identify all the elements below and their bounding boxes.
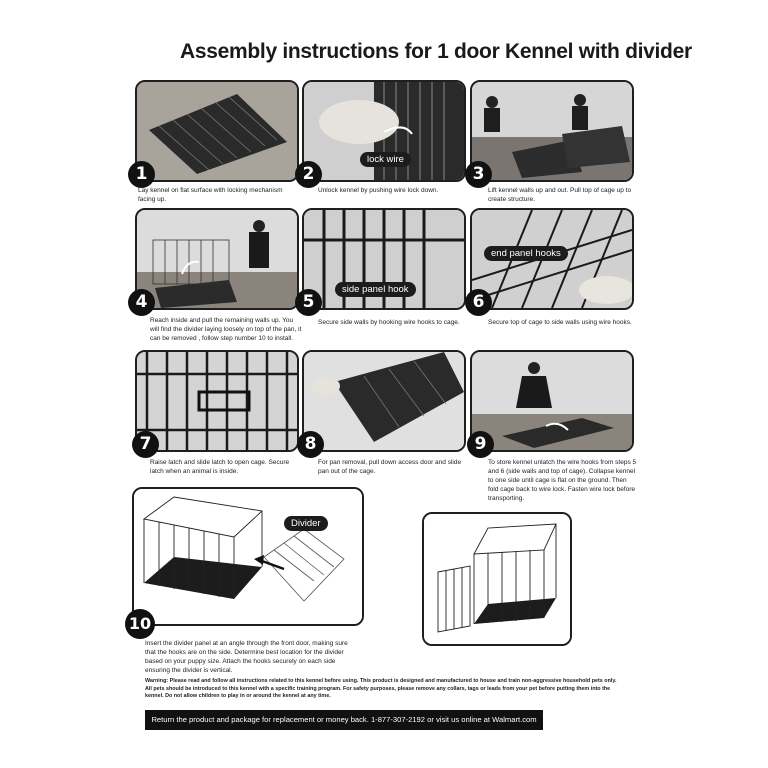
step-7-photo <box>135 350 299 452</box>
step-9-caption: To store kennel unlatch the wire hooks from steps 5 and 6 (side walls and top of cage). Collapse kennel to one side until cage is flat on the ground. Then fold cage back to wire lock. Fasten wire lock before transporting. <box>488 459 637 502</box>
step-6-number: 6 <box>465 289 492 316</box>
warning-text: Warning: Please read and follow all instructions related to this kennel before using. This product is designed and manufactured to house and train non-aggressive household pets only. All pets should be introduced to this kennel with a specific training program. For safety purposes, please remove any collars, tags or leads from your pet before putting them into the kennel. Do not allow children to play in or around the kennel at any time. <box>145 678 617 700</box>
step-3-photo <box>470 80 634 182</box>
lock-wire-label: lock wire <box>360 152 411 167</box>
end-panel-hooks-label: end panel hooks <box>484 246 568 261</box>
step-5-caption: Secure side walls by hooking wire hooks to cage. <box>318 319 460 326</box>
assembled-kennel-photo <box>422 512 572 646</box>
step-8-caption: For pan removal, pull down access door and slide pan out of the cage. <box>318 459 462 475</box>
step-1-photo <box>135 80 299 182</box>
divider-label: Divider <box>284 516 328 531</box>
return-policy-banner: Return the product and package for replacement or money back. 1-877-307-2192 or visit us online at Walmart.com <box>145 710 543 730</box>
step-3-caption: Lift kennel walls up and out. Pull top of cage up to create structure. <box>488 187 632 203</box>
step-1-number: 1 <box>128 161 155 188</box>
step-4-number: 4 <box>128 289 155 316</box>
step-4-caption: Reach inside and pull the remaining walls up. You will find the divider laying loosely on top of the pan, it can be removed , follow step number 10 to install. <box>150 317 302 342</box>
step-10-caption: Insert the divider panel at an angle through the front door, making sure that the hooks are on the side. Determine best location for the divider based on your puppy size. Attach the hooks securely on each side ensuring the divider is vertical. <box>145 640 348 674</box>
step-1-caption: Lay kennel on flat surface with locking mechanism facing up. <box>138 187 283 203</box>
step-2-number: 2 <box>295 161 322 188</box>
step-9-photo <box>470 350 634 452</box>
step-2-caption: Unlock kennel by pushing wire lock down. <box>318 187 439 194</box>
step-10-photo <box>132 487 364 626</box>
step-5-number: 5 <box>295 289 322 316</box>
step-4-photo <box>135 208 299 310</box>
page-title: Assembly instructions for 1 door Kennel with divider <box>180 40 692 63</box>
step-6-caption: Secure top of cage to side walls using wire hooks. <box>488 319 632 326</box>
step-3-number: 3 <box>465 161 492 188</box>
step-7-number: 7 <box>132 431 159 458</box>
step-7-caption: Raise latch and slide latch to open cage. Secure latch when an animal is inside. <box>150 459 290 475</box>
step-10-number: 10 <box>125 609 155 639</box>
step-8-number: 8 <box>297 431 324 458</box>
step-8-photo <box>302 350 466 452</box>
side-panel-hook-label: side panel hook <box>335 282 416 297</box>
step-9-number: 9 <box>467 431 494 458</box>
